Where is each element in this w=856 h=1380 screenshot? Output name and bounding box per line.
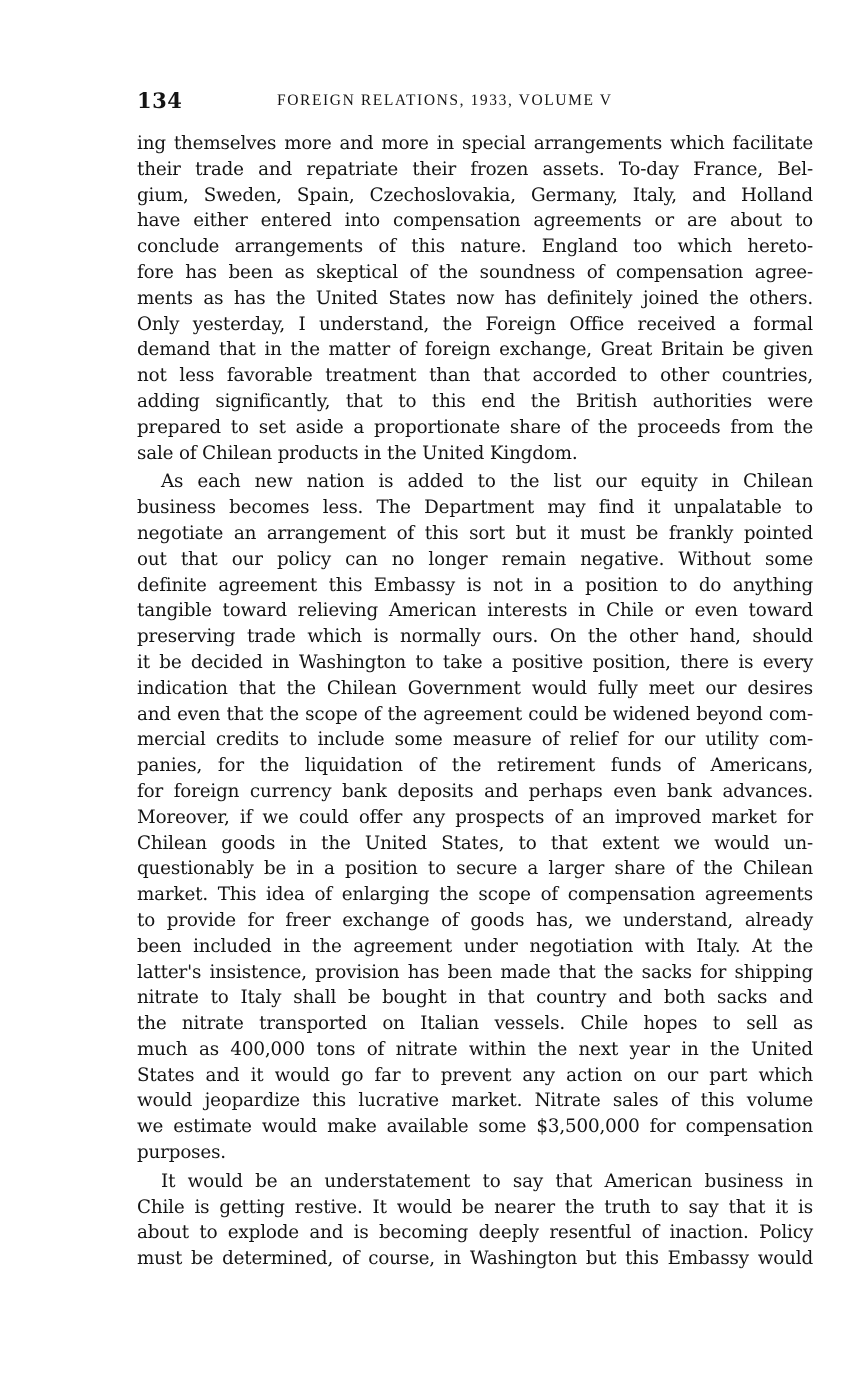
- text-line: sale of Chilean products in the United Kingdom.: [137, 442, 578, 464]
- text-line: It would be an understatement to say that American business in: [161, 1170, 813, 1192]
- text-line: Chilean goods in the United States, to that extent we would un-: [137, 832, 813, 854]
- text-line: latter's insistence, provision has been made that the sacks for shipping: [137, 961, 813, 983]
- text-line: ments as has the United States now has definitely joined the others.: [137, 287, 813, 309]
- text-line: gium, Sweden, Spain, Czechoslovakia, Germany, Italy, and Holland: [137, 184, 813, 206]
- text-line: panies, for the liquidation of the retirement funds of Americans,: [137, 755, 813, 777]
- text-line: been included in the agreement under negotiation with Italy. At the: [137, 935, 813, 957]
- text-line: questionably be in a position to secure a larger share of the Chilean: [137, 858, 813, 880]
- text-line: definite agreement this Embassy is not in a position to do anything: [137, 574, 813, 596]
- text-line: their trade and repatriate their frozen assets. To-day France, Bel-: [137, 158, 813, 180]
- text-line: Only yesterday, I understand, the Foreign Office received a formal: [137, 313, 813, 335]
- body-text: [137, 131, 813, 1272]
- text-line: conclude arrangements of this nature. England too which hereto-: [137, 236, 813, 258]
- text-line: fore has been as skeptical of the soundness of compensation agree-: [137, 261, 813, 283]
- text-line: Moreover, if we could offer any prospects of an improved market for: [137, 806, 813, 828]
- paragraph-equity: [137, 469, 813, 1166]
- text-line: purposes.: [137, 1142, 226, 1164]
- text-line: to provide for freer exchange of goods has, we understand, already: [137, 909, 813, 931]
- text-line: and even that the scope of the agreement could be widened beyond com-: [137, 703, 813, 725]
- text-line: prepared to set aside a proportionate share of the proceeds from the: [137, 416, 813, 438]
- text-line: As each new nation is added to the list our equity in Chilean: [161, 471, 813, 493]
- text-line: much as 400,000 tons of nitrate within the next year in the United: [137, 1038, 813, 1060]
- text-line: the nitrate transported on Italian vessels. Chile hopes to sell as: [137, 1013, 813, 1035]
- text-line: nitrate to Italy shall be bought in that country and both sacks and: [137, 987, 813, 1009]
- text-line: adding significantly, that to this end the British authorities were: [137, 390, 813, 412]
- text-line: for foreign currency bank deposits and perhaps even bank advances.: [137, 780, 813, 802]
- text-line: out that our policy can no longer remain negative. Without some: [137, 548, 813, 570]
- text-line: States and it would go far to prevent any action on our part which: [137, 1064, 813, 1086]
- text-line: demand that in the matter of foreign exchange, Great Britain be given: [137, 339, 813, 361]
- text-line: it be decided in Washington to take a positive position, there is every: [137, 651, 813, 673]
- text-line: business becomes less. The Department may find it unpalatable to: [137, 497, 813, 519]
- text-line: not less favorable treatment than that accorded to other countries,: [137, 365, 813, 387]
- paragraph-restive: [137, 1169, 813, 1272]
- text-line: mercial credits to include some measure of relief for our utility com-: [137, 729, 813, 751]
- text-line: market. This idea of enlarging the scope of compensation agreements: [137, 884, 813, 906]
- running-header: [137, 86, 813, 116]
- text-line: must be determined, of course, in Washington but this Embassy would: [137, 1248, 813, 1270]
- text-line: negotiate an arrangement of this sort but it must be frankly pointed: [137, 522, 813, 544]
- running-header-title: FOREIGN RELATIONS, 1933, VOLUME V: [277, 92, 613, 109]
- text-line: Chile is getting restive. It would be nearer the truth to say that it is: [137, 1196, 813, 1218]
- paragraph-continued: [137, 131, 813, 466]
- text-line: preserving trade which is normally ours. On the other hand, should: [137, 626, 813, 648]
- text-line: about to explode and is becoming deeply resentful of inaction. Policy: [137, 1222, 813, 1244]
- text-line: would jeopardize this lucrative market. Nitrate sales of this volume: [137, 1090, 813, 1112]
- text-line: ing themselves more and more in special arrangements which facilitate: [137, 133, 813, 154]
- text-line: have either entered into compensation agreements or are about to: [137, 210, 813, 232]
- text-line: indication that the Chilean Government would fully meet our desires: [137, 677, 813, 699]
- text-line: tangible toward relieving American interests in Chile or even toward: [137, 600, 813, 622]
- text-line: we estimate would make available some $3,500,000 for compensation: [137, 1116, 813, 1138]
- page-number: 134: [137, 88, 183, 113]
